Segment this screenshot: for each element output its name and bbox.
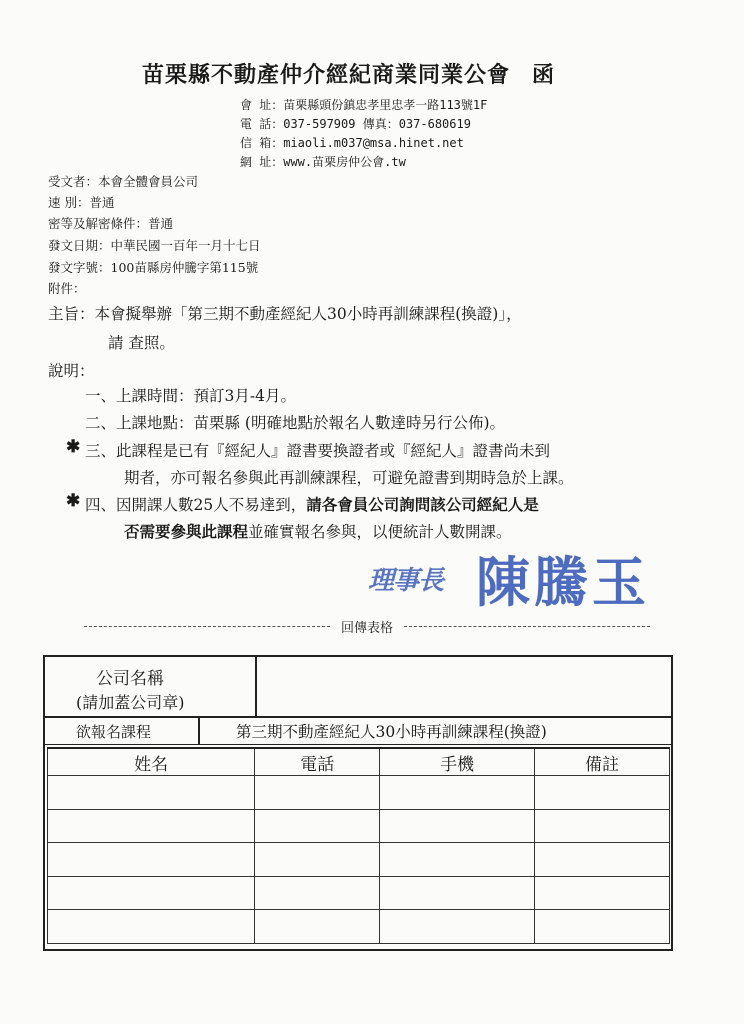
remarks-cell[interactable] [535, 776, 670, 810]
remarks-cell[interactable] [535, 809, 670, 843]
meta-attachment: 附件： [48, 281, 86, 296]
org-name: 苗栗縣不動產仲介經紀商業同業公會 [142, 62, 511, 88]
table-row [48, 910, 670, 944]
item-4-text: 並確實報名參與，以便統計人數開課。 [248, 523, 512, 541]
name-cell[interactable] [48, 809, 255, 843]
name-cell[interactable] [48, 776, 255, 810]
company-stamp-note: (請加蓋公司章) [76, 693, 185, 712]
explanation-heading: 說明： [48, 362, 95, 380]
item-4-text: 四、因開課人數25人不易達到， [85, 496, 307, 514]
table-header-row [48, 748, 670, 776]
table-row [48, 876, 670, 910]
course-label: 欲報名課程 [76, 723, 152, 741]
reply-form-label: 回傳表格 [337, 617, 397, 636]
star-icon: ✱ [66, 491, 81, 511]
company-name-label: 公司名稱 [96, 669, 164, 689]
subject-line-1: 主旨：本會擬舉辦「第三期不動產經紀人30小時再訓練課程(換證)」， [48, 305, 522, 323]
column-header-mobile: 手機 [380, 748, 535, 776]
chairman-title-stamp: 理事長 [368, 566, 444, 596]
mobile-cell[interactable] [380, 876, 535, 910]
name-cell[interactable] [48, 843, 255, 877]
divider-line-left [84, 626, 330, 627]
item-4-emphasis: 請各會員公司詢問該公司經紀人是 [306, 495, 539, 514]
meta-doc-number: 發文字號：100苗縣房仲騰字第115號 [48, 260, 259, 275]
table-row [48, 776, 670, 810]
doc-kind: 函 [532, 62, 556, 88]
explanation-item-4-line-2 [124, 520, 512, 542]
phone-cell[interactable] [255, 876, 380, 910]
column-header-name: 姓名 [48, 748, 255, 776]
divider-line-right [404, 626, 650, 627]
meta-security: 密等及解密條件：普通 [48, 216, 174, 231]
registrant-table [47, 747, 670, 944]
meta-date: 發文日期：中華民國一百年一月十七日 [48, 238, 261, 253]
mobile-cell[interactable] [380, 776, 535, 810]
phone-cell[interactable] [255, 776, 380, 810]
explanation-item-1: 一、上課時間：預訂3月-4月。 [85, 387, 296, 405]
row-divider [45, 716, 671, 718]
contact-address: 會 址：苗栗縣頭份鎮忠孝里忠孝一路113號1F [240, 98, 488, 112]
star-icon: ✱ [66, 437, 81, 457]
column-divider [255, 657, 257, 716]
column-divider [198, 716, 200, 745]
item-4-emphasis: 否需要參與此課程 [124, 522, 249, 541]
meta-recipient: 受文者：本會全體會員公司 [48, 174, 199, 189]
name-cell[interactable] [48, 910, 255, 944]
mobile-cell[interactable] [380, 809, 535, 843]
table-row [48, 809, 670, 843]
remarks-cell[interactable] [535, 876, 670, 910]
document-title [142, 58, 555, 89]
explanation-item-4-line-1 [85, 493, 539, 515]
explanation-item-3-line-1: 三、此課程是已有『經紀人』證書要換證者或『經紀人』證書尚未到 [85, 442, 551, 460]
column-header-remarks: 備註 [535, 748, 670, 776]
contact-website: 網 址：www.苗栗房仲公會.tw [240, 155, 406, 169]
phone-cell[interactable] [255, 809, 380, 843]
explanation-item-2: 二、上課地點：苗栗縣 (明確地點於報名人數達時另行公佈)。 [85, 414, 506, 432]
remarks-cell[interactable] [535, 910, 670, 944]
meta-speed: 速 別：普通 [48, 195, 115, 210]
chairman-name-stamp: 陳騰玉 [476, 550, 650, 614]
subject-line-2: 請 查照。 [108, 334, 175, 352]
mobile-cell[interactable] [380, 843, 535, 877]
name-cell[interactable] [48, 876, 255, 910]
course-value: 第三期不動產經紀人30小時再訓練課程(換證) [236, 723, 547, 741]
phone-cell[interactable] [255, 910, 380, 944]
contact-email: 信 箱：miaoli.m037@msa.hinet.net [240, 136, 464, 150]
column-header-phone: 電話 [255, 748, 380, 776]
mobile-cell[interactable] [380, 910, 535, 944]
remarks-cell[interactable] [535, 843, 670, 877]
company-name-field[interactable] [265, 660, 665, 712]
table-row [48, 843, 670, 877]
phone-cell[interactable] [255, 843, 380, 877]
contact-phone: 電 話：037-597909 傳真：037-680619 [240, 117, 471, 131]
explanation-item-3-line-2: 期者，亦可報名參與此再訓練課程，可避免證書到期時急於上課。 [124, 469, 574, 487]
